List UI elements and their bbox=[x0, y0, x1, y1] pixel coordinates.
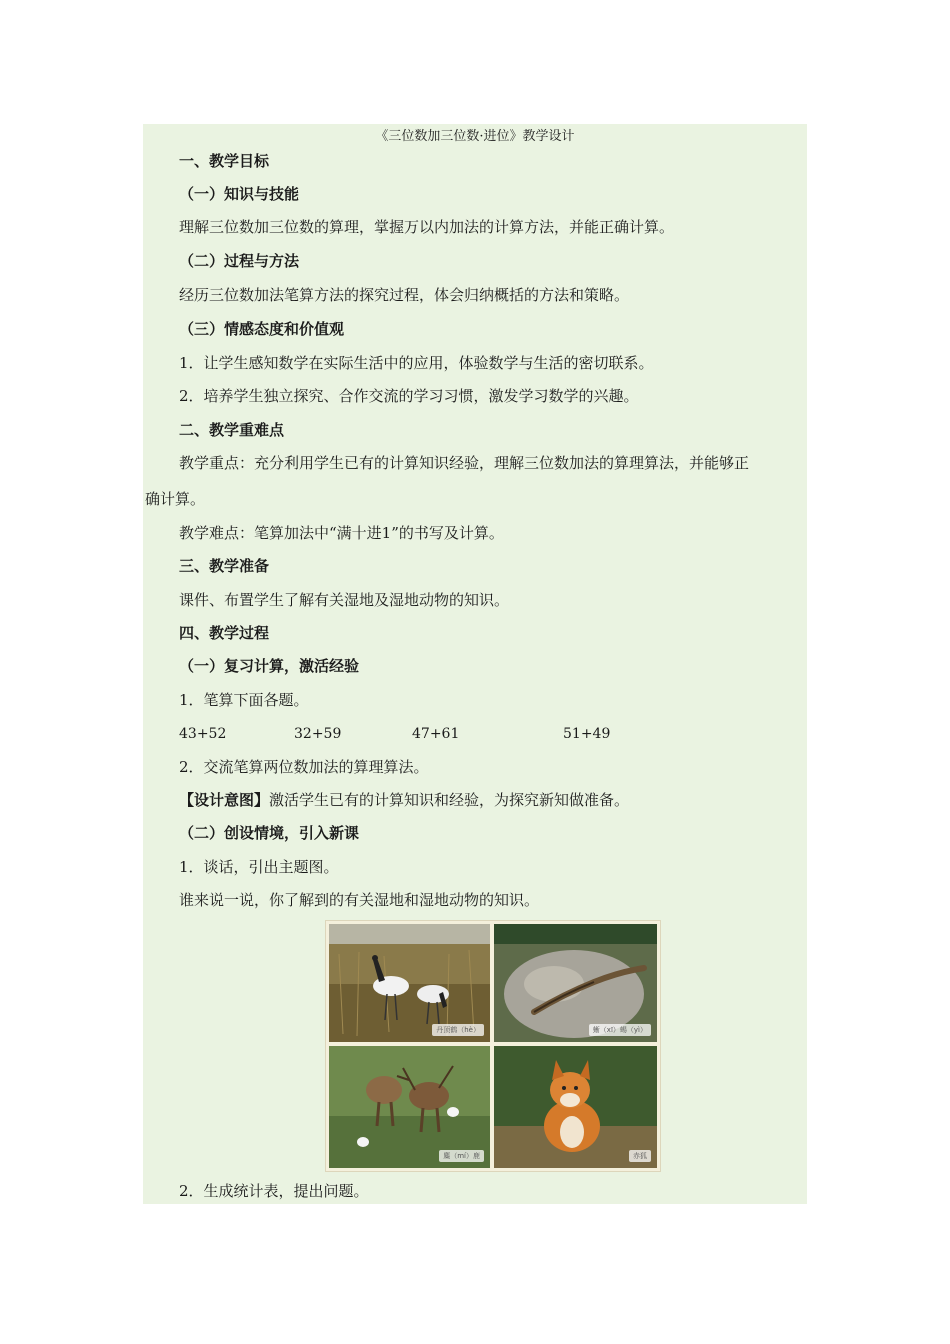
paragraph-difficulty: 教学难点：笔算加法中“满十进1”的书写及计算。 bbox=[179, 524, 504, 542]
heading-preparation: 三、教学准备 bbox=[179, 557, 270, 575]
design-intent-text: 激活学生已有的计算知识和经验，为探究新知做准备。 bbox=[269, 791, 630, 809]
paragraph-key-point-cont: 确计算。 bbox=[145, 490, 206, 508]
paragraph-preparation: 课件、布置学生了解有关湿地及湿地动物的知识。 bbox=[179, 591, 510, 609]
paragraph-knowledge: 理解三位数加三位数的算理，掌握万以内加法的计算方法，并能正确计算。 bbox=[179, 218, 675, 236]
caption-crane: 丹顶鹤（hè） bbox=[432, 1024, 484, 1036]
document-page bbox=[143, 124, 807, 1204]
wetland-animals-figure bbox=[325, 920, 661, 1172]
paragraph-design-intent bbox=[179, 788, 629, 812]
heading-key-points: 二、教学重难点 bbox=[179, 421, 285, 439]
calc-item: 47+61 bbox=[412, 726, 460, 742]
caption-lizard: 蜥（xī）蜴（yì） bbox=[589, 1024, 651, 1036]
heading-knowledge-skills: （一）知识与技能 bbox=[179, 185, 300, 203]
calc-item: 43+52 bbox=[179, 726, 227, 742]
fox-photo bbox=[494, 1046, 657, 1168]
deer-photo bbox=[329, 1046, 490, 1168]
heading-process: 四、教学过程 bbox=[179, 624, 270, 642]
calc-item: 32+59 bbox=[294, 726, 342, 742]
heading-emotion-values: （三）情感态度和价值观 bbox=[179, 320, 345, 338]
design-intent-tag: 【设计意图】 bbox=[179, 791, 270, 809]
caption-fox: 赤狐 bbox=[629, 1150, 651, 1162]
paragraph-discuss: 2．交流笔算两位数加法的算理算法。 bbox=[179, 758, 429, 776]
paragraph-question: 谁来说一说，你了解到的有关湿地和湿地动物的知识。 bbox=[179, 891, 540, 909]
doc-title: 《三位数加三位数·进位》教学设计 bbox=[375, 129, 575, 144]
paragraph-process: 经历三位数加法笔算方法的探究过程，体会归纳概括的方法和策略。 bbox=[179, 286, 630, 304]
paragraph-emotion-1: 1．让学生感知数学在实际生活中的应用，体验数学与生活的密切联系。 bbox=[179, 354, 654, 372]
caption-deer: 麋（mí）鹿 bbox=[439, 1150, 484, 1162]
heading-teaching-goals: 一、教学目标 bbox=[179, 152, 270, 170]
paragraph-exercise: 1．笔算下面各题。 bbox=[179, 691, 309, 709]
paragraph-key-point: 教学重点：充分利用学生已有的计算知识经验，理解三位数加法的算理算法，并能够正 bbox=[179, 454, 750, 472]
heading-scenario: （二）创设情境，引入新课 bbox=[179, 824, 360, 842]
crane-photo bbox=[329, 924, 490, 1042]
paragraph-talk: 1．谈话，引出主题图。 bbox=[179, 858, 339, 876]
paragraph-emotion-2: 2．培养学生独立探究、合作交流的学习习惯，激发学习数学的兴趣。 bbox=[179, 387, 639, 405]
lizard-photo bbox=[494, 924, 657, 1042]
calc-item: 51+49 bbox=[563, 726, 611, 742]
heading-review: （一）复习计算，激活经验 bbox=[179, 657, 360, 675]
heading-process-method: （二）过程与方法 bbox=[179, 252, 300, 270]
paragraph-statistics: 2．生成统计表，提出问题。 bbox=[179, 1182, 369, 1200]
